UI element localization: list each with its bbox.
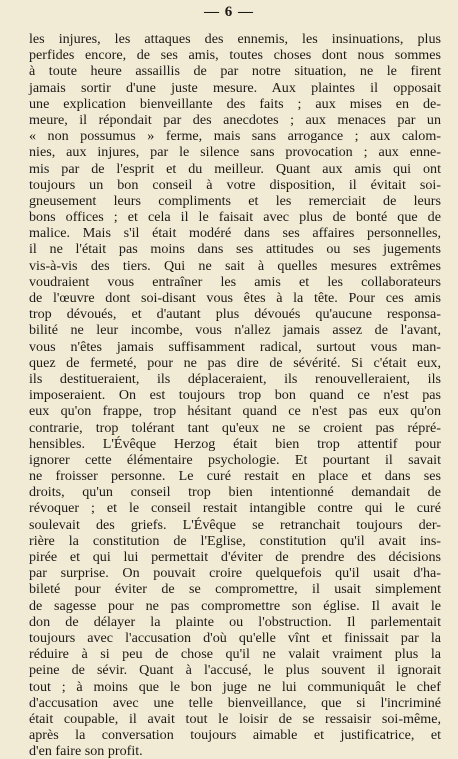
text-line: perfides encore, de ses amis, toutes choses dont nous sommes xyxy=(29,47,441,64)
text-line: d'en faire son profit. xyxy=(29,743,143,759)
text-line: imposeraient. On est toujours trop bon quand ce n'est pas xyxy=(29,387,441,404)
text-line: vous n'êtes jamais suffisamment radical, surtout vous man- xyxy=(29,338,441,355)
text-line: nies, aux injures, par le silence sans provocation ; aux enne- xyxy=(29,144,441,161)
text-line: il ne l'était pas moins dans ses attitudes ou ses jugements xyxy=(29,241,441,258)
body-text xyxy=(29,31,441,759)
text-line: ils destitueraient, ils déplaceraient, ils renouvelleraient, ils xyxy=(29,370,441,387)
text-line: peine de sévir. Quant à l'accusé, le plus souvent il ignorait xyxy=(29,662,441,679)
text-line: toujours un bon conseil à votre disposition, il évitait soi- xyxy=(29,176,441,193)
text-line: réduire à si peu de chose qu'il ne valait vraiment plus la xyxy=(29,646,441,663)
text-line: révoquer ; et le conseil restait intangible contre qui le curé xyxy=(29,500,441,517)
text-line: bons offices ; et cela il le faisait avec plus de bonté que de xyxy=(29,209,441,226)
text-line: ignorer cette élémentaire psychologie. Et pourtant il savait xyxy=(29,451,441,468)
text-line: ne froisser personne. Le curé restait en place et dans ses xyxy=(29,468,441,485)
text-line: contrarie, trop tolérant tant qu'eux ne se croient pas répré- xyxy=(29,419,441,436)
text-line: mis par de l'esprit et du meilleur. Quant aux amis qui ont xyxy=(29,160,441,177)
text-line: jamais sortir d'une juste mesure. Aux plaintes il opposait xyxy=(29,79,441,96)
text-line: pirée et qui lui permettait d'éviter de prendre des décisions xyxy=(29,549,441,565)
text-line: bilité ne leur incombe, vous n'allez jamais assez de l'avant, xyxy=(29,322,441,339)
text-line: une explication bienveillante des faits ; aux mises en de- xyxy=(29,95,441,112)
text-line: meure, il répondait par des anecdotes ; aux menaces par un xyxy=(29,111,441,128)
text-line: hensibles. L'Évêque Herzog était bien trop attentif pour xyxy=(29,435,441,452)
text-line: à toute heure assaillis de par notre situation, ne le firent xyxy=(29,63,441,80)
text-line: par surprise. On pouvait croire quelquefois qu'il usait d'ha- xyxy=(29,565,441,582)
text-line: les injures, les attaques des ennemis, les insinuations, plus xyxy=(29,31,441,47)
text-line: eux qu'on frappe, trop hésitant quand ce n'est pas eux qu'on xyxy=(29,403,441,420)
text-line: droits, qu'un conseil trop bien intentionné demandait de xyxy=(29,484,441,501)
text-line: après la conversation toujours aimable et justificatrice, et xyxy=(29,727,441,744)
text-line: rière la constitution de l'Eglise, constitution qu'il avait ins- xyxy=(29,532,441,549)
text-line: de l'œuvre dont soi-disant vous êtes à la tête. Pour ces amis xyxy=(29,290,441,306)
text-line: voudraient vous entraîner les amis et les collaborateurs xyxy=(29,273,441,290)
text-line: d'accusation avec une telle bienveillance, que si l'incriminé xyxy=(29,694,441,711)
text-line: malice. Mais s'il était modéré dans ses affaires personnelles, xyxy=(29,225,441,242)
text-line: tout ; à moins que le bon juge ne lui communiquât le chef xyxy=(29,678,441,695)
text-line: trop dévoués, et d'autant plus dévoués qu'aucune responsa- xyxy=(29,306,441,323)
text-line: « non possumus » ferme, mais sans arrogance ; aux calom- xyxy=(29,128,441,145)
text-line: était coupable, il avait tout le loisir de se ressaisir soi-même, xyxy=(29,710,441,727)
page-number: — 6 — xyxy=(204,4,254,20)
text-line: quez de fermeté, pour ne pas dire de sévérité. Si c'était eux, xyxy=(29,354,441,371)
text-line: don de délayer la plainte ou l'obstruction. Il parlementait xyxy=(29,613,441,630)
text-line: toujours avec l'accusation d'où qu'elle vînt et finissait par la xyxy=(29,629,441,646)
text-line: gneusement leurs compliments et les remerciait de leurs xyxy=(29,192,441,209)
text-line: soulevait des griefs. L'Évêque se retranchait toujours der- xyxy=(29,516,441,533)
text-line: bileté pour éviter de se compromettre, il usait simplement xyxy=(29,581,441,598)
text-line: de sagesse pour ne pas compromettre son église. Il avait le xyxy=(29,597,441,614)
text-line: vis-à-vis des tiers. Qui ne sait à quelles mesures extrêmes xyxy=(29,257,441,274)
